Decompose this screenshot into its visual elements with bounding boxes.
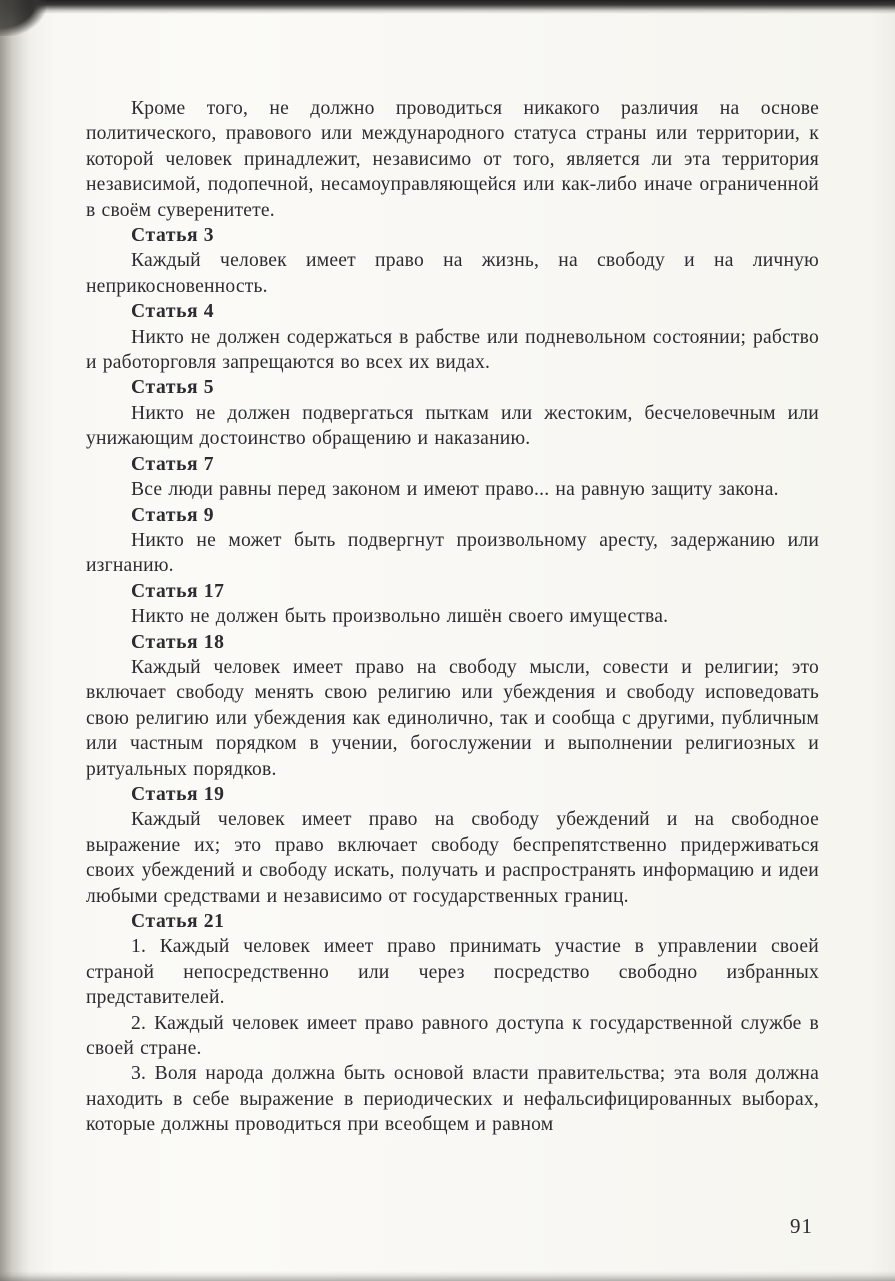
scan-edge-left	[0, 0, 30, 1281]
paragraph: Никто не может быть подвергнут произвольному аресту, задержанию или изгнанию.	[86, 529, 819, 577]
paragraph: Никто не должен подвергаться пыткам или жестоким, бесчеловечным или унижающим достоинство обращению и наказанию.	[86, 402, 819, 450]
scan-edge-bottom	[0, 1271, 895, 1281]
paragraph: Никто не должен быть произвольно лишён своего имущества.	[131, 606, 669, 628]
article-heading: Статья 18	[131, 631, 225, 653]
article-heading: Статья 21	[131, 911, 225, 932]
article-heading: Статья 5	[131, 377, 215, 399]
scan-edge-top	[0, 0, 895, 14]
article-heading: Статья 17	[131, 580, 225, 602]
paragraph: Каждый человек имеет право на свободу убеждений и на свободное выражение их; это право включает свободу беспрепятственно придерживаться своих убеждений и свободу искать, получать и распространять информацию и идеи любыми средствами и независимо от государственных границ.	[86, 809, 819, 907]
paragraph: 1. Каждый человек имеет право принимать участие в управлении своей страной непосредственно или через посредство свободно избранных представителей.	[86, 936, 819, 1009]
article-heading: Статья 9	[131, 504, 215, 526]
article-heading: Статья 4	[131, 301, 215, 323]
paragraph: 3. Воля народа должна быть основой власти правительства; эта воля должна находить в себе выражение в периодических и нефальсифицированных выборах, которые должны проводиться при всеобщем и равном	[86, 1063, 819, 1136]
article-heading: Статья 7	[131, 453, 215, 475]
page-content	[86, 96, 819, 1138]
paragraph: Каждый человек имеет право на жизнь, на свободу и на личную неприкосновенность.	[86, 250, 819, 297]
paragraph: Кроме того, не должно проводиться никакого различия на основе политического, правового или международного статуса страны или территории, к которой человек принадлежит, независимо от того, является ли эта территория независимой, подопечной, несамоуправляющейся или как-либо иначе ограниченной в своём суверенитете.	[86, 98, 819, 221]
article-heading: Статья 3	[131, 225, 215, 247]
page-number: 91	[790, 1214, 813, 1238]
paragraph: Каждый человек имеет право на свободу мысли, совести и религии; это включает свободу менять свою религию или убеждения и свободу исповедовать свою религию или убеждения как единолично, так и сообща с другими, публичным или частным порядком в учении, богослужении и выполнении религиозных и ритуальных порядков.	[86, 656, 819, 780]
paragraph: Все люди равны перед законом и имеют право... на равную защиту закона.	[131, 479, 779, 501]
paragraph: Никто не должен содержаться в рабстве или подневольном состоянии; рабство и работорговля запрещаются во всех их видах.	[86, 326, 819, 374]
article-heading: Статья 19	[131, 783, 225, 805]
paragraph: 2. Каждый человек имеет право равного доступа к государственной службе в своей стране.	[86, 1012, 819, 1060]
